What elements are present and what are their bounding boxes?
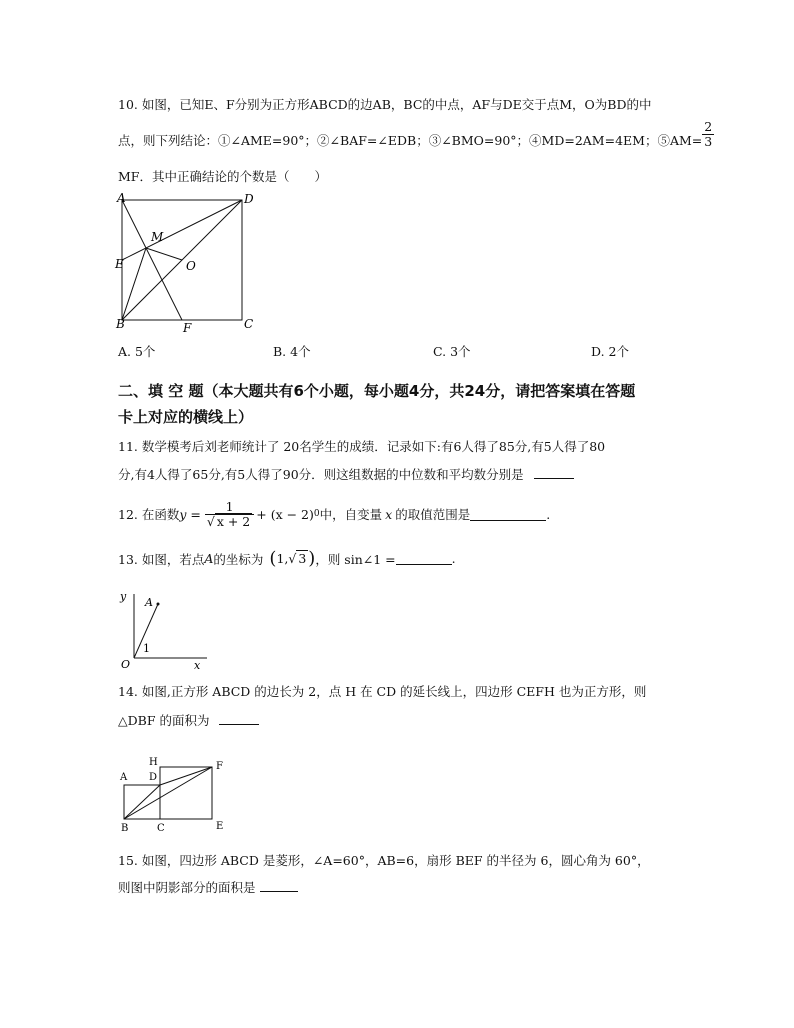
q12-end: . xyxy=(546,506,551,522)
q12-mid: 中，自变量 xyxy=(319,507,383,522)
q11-line2-text: 分,有4人得了65分,有5人得了90分．则这组数据的中位数和平均数分别是 xyxy=(118,467,524,482)
label-e: E xyxy=(115,257,124,271)
label-d: D xyxy=(244,192,254,206)
section2-heading-line1: 二、填 空 题（本大题共有6个小题，每小题4分，共24分，请把答案填在答题 xyxy=(118,382,636,400)
q13-a: A xyxy=(204,551,214,566)
q12-line xyxy=(118,496,550,532)
q10-fraction xyxy=(702,120,714,149)
q12-answer-blank[interactable] xyxy=(470,508,546,521)
label-a: A xyxy=(117,191,126,205)
q14-answer-blank[interactable] xyxy=(219,712,259,725)
q10-frac-num: 2 xyxy=(704,119,713,135)
section2-heading-line2: 卡上对应的横线上） xyxy=(118,408,254,426)
label-c: C xyxy=(157,823,165,834)
q12-tail: + (x − 2) xyxy=(256,506,314,522)
label-angle-1: 1 xyxy=(143,642,150,655)
q13-coord-close: ) xyxy=(308,548,316,569)
label-f: F xyxy=(216,761,223,772)
q10-option-b: B. 4个 xyxy=(273,344,311,359)
q10-option-c: C. 3个 xyxy=(433,344,471,359)
q10-line1: 10. 如图，已知E、F分别为正方形ABCD的边AB，BC的中点，AF与DE交于点M，O为BD的中 xyxy=(118,97,652,112)
label-a: A xyxy=(145,596,153,609)
q11-line1: 11. 数学模考后刘老师统计了 20名学生的成绩．记录如下:有6人得了85分,有5人得了80 xyxy=(118,439,606,454)
label-y: y xyxy=(120,590,127,603)
label-d: D xyxy=(149,772,158,783)
q15-line1: 15. 如图，四边形 ABCD 是菱形，∠A=60°，AB=6，扇形 BEF 的半径为 6，圆心角为 60°， xyxy=(118,853,650,868)
q15-line2 xyxy=(118,878,298,896)
q10-option-a: A. 5个 xyxy=(118,344,156,359)
label-h: H xyxy=(149,757,158,768)
q10-option-d: D. 2个 xyxy=(591,344,629,359)
segment-bd xyxy=(124,785,160,819)
q13-coord-one: 1, xyxy=(276,551,289,566)
label-b: B xyxy=(121,823,129,834)
label-m: M xyxy=(151,230,164,244)
q13-axes-figure xyxy=(112,588,212,672)
q12-eq: = xyxy=(186,506,205,522)
segment-de xyxy=(122,200,242,260)
segment-bf xyxy=(124,767,212,819)
q13-post: ，则 sin∠1 = xyxy=(315,551,396,567)
q12-y: y xyxy=(179,506,187,522)
q13-coord-open: ( xyxy=(269,548,277,569)
q11-answer-blank[interactable] xyxy=(534,466,574,479)
q13-end: . xyxy=(451,551,456,566)
q14-line2-text: △DBF 的面积为 xyxy=(118,713,210,728)
q12-exponent: 0 xyxy=(313,509,320,519)
q12-num: 1 xyxy=(205,500,254,515)
q13-coord-radicand: 3 xyxy=(298,551,307,566)
q15-line2-text: 则图中阴影部分的面积是 xyxy=(118,880,256,895)
label-o: O xyxy=(121,658,131,671)
q12-pre: 12. 在函数 xyxy=(118,507,180,522)
q10-line2 xyxy=(118,119,714,149)
q12-post: 的取值范围是 xyxy=(395,507,471,522)
q10-line2-text: 点，则下列结论：①∠AME=90°；②∠BAF=∠EDB；③∠BMO=90°；④MD=2AM=4EM；⑤AM= xyxy=(118,133,703,148)
label-c: C xyxy=(244,317,254,331)
q10-square-figure xyxy=(110,190,270,335)
q15-answer-blank[interactable] xyxy=(260,879,298,892)
q13-pre: 13. 如图，若点 xyxy=(118,551,205,567)
q10-line3: MF．其中正确结论的个数是（ ） xyxy=(118,169,327,184)
q13-coord-root: √ 3 xyxy=(288,551,307,566)
q14-line2 xyxy=(118,711,259,729)
label-a: A xyxy=(120,772,128,783)
q13-mid: 的坐标为 xyxy=(213,551,264,567)
segment-bm xyxy=(122,248,146,320)
q12-fraction xyxy=(205,500,254,529)
q10-frac-den: 3 xyxy=(704,134,713,149)
label-f: F xyxy=(183,321,192,335)
q14-line1: 14. 如图,正方形 ABCD 的边长为 2，点 H 在 CD 的延长线上，四边形 CEFH 也为正方形，则 xyxy=(118,684,647,699)
segment-af xyxy=(122,200,182,320)
point-a xyxy=(157,603,160,606)
q11-line2 xyxy=(118,465,574,483)
q12-den-radicand: x + 2 xyxy=(216,513,251,529)
label-x: x xyxy=(194,659,201,672)
q13-answer-blank[interactable] xyxy=(396,552,452,565)
label-e: E xyxy=(216,821,224,832)
q13-line xyxy=(118,548,456,569)
q12-den: √ x + 2 xyxy=(206,513,251,529)
label-b: B xyxy=(116,317,125,331)
label-o: O xyxy=(186,259,196,273)
q14-squares-figure xyxy=(112,755,237,835)
q12-x: x xyxy=(385,506,393,522)
